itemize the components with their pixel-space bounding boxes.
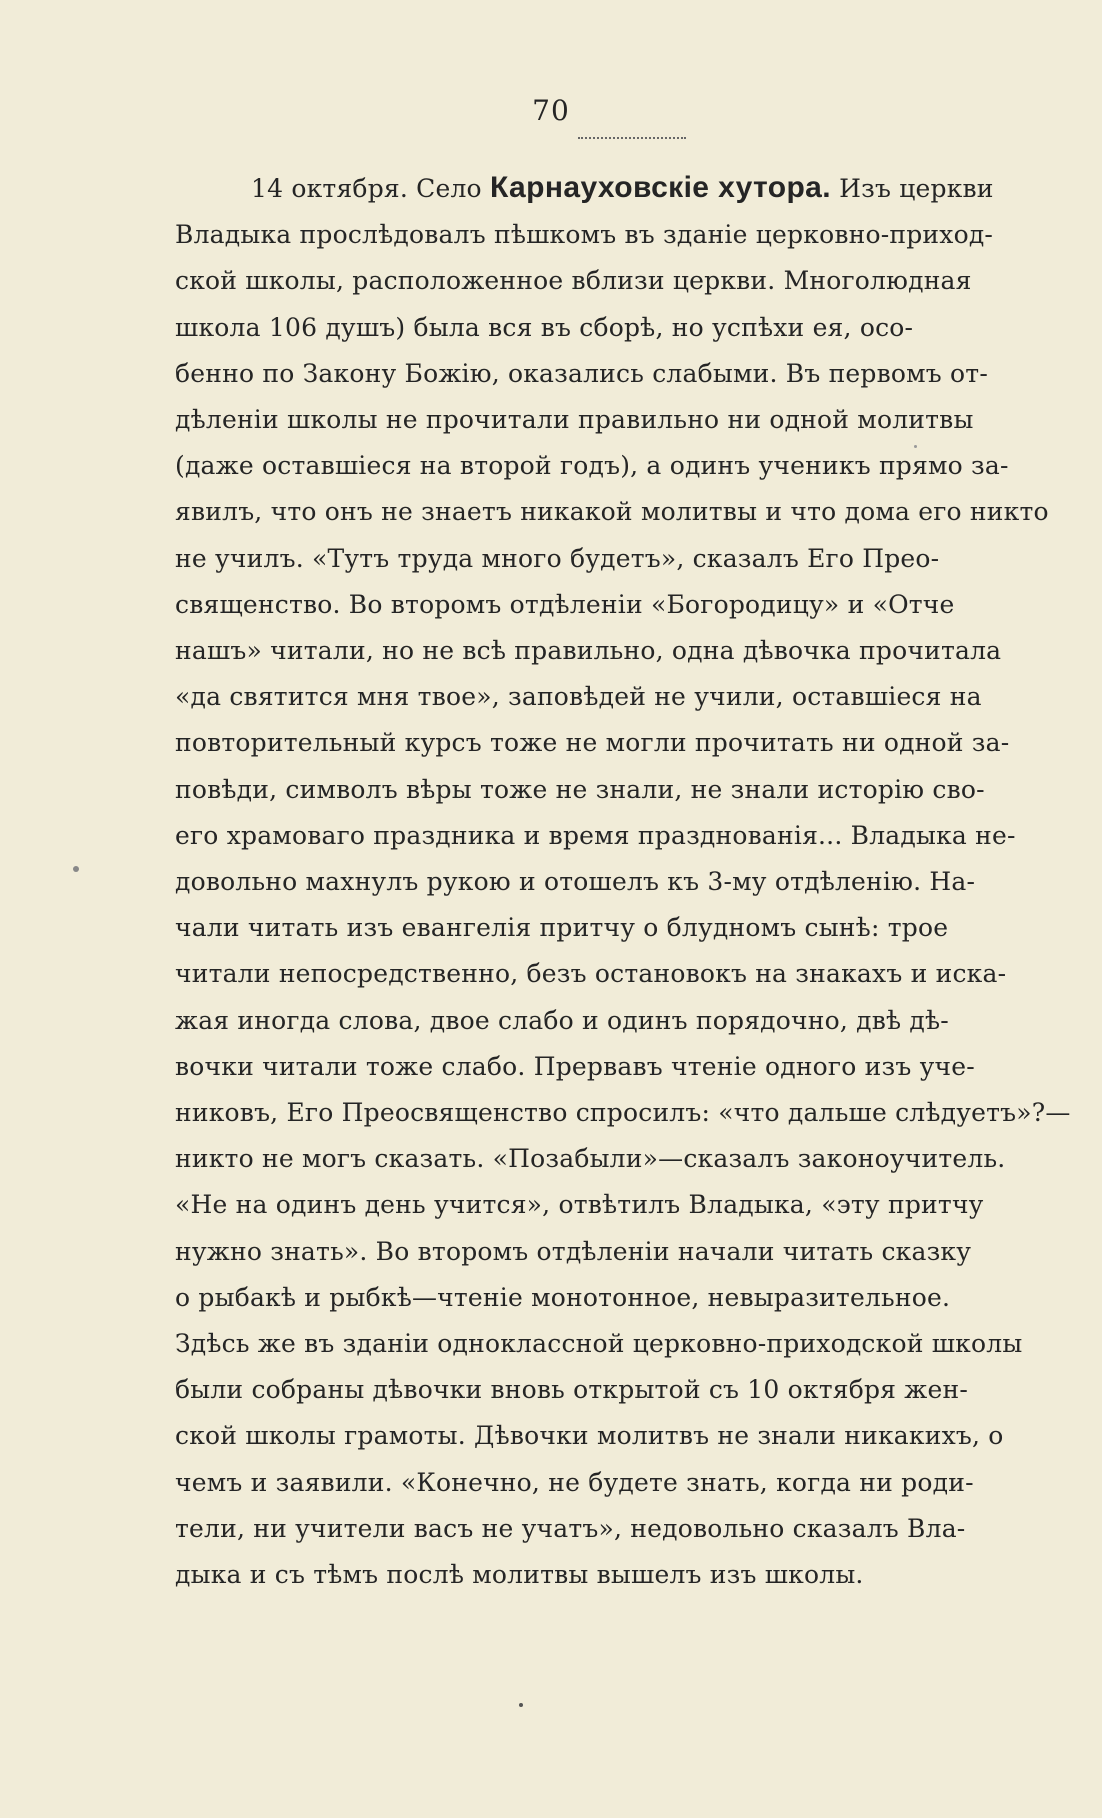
text-line: явилъ, что онъ не знаетъ никакой молитвы и что дома его никто: [175, 497, 1049, 527]
paper-speck: [519, 1703, 523, 1707]
text-line: никто не могъ сказать. «Позабыли»—сказалъ законоучитель.: [175, 1144, 1006, 1174]
text-line: «да святится мня твое», заповѣдей не учили, оставшіеся на: [175, 682, 982, 712]
text-line: дѣленіи школы не прочитали правильно ни одной молитвы: [175, 405, 974, 435]
paper-speck: [73, 866, 79, 872]
text-line: жая иногда слова, двое слабо и одинъ порядочно, двѣ дѣ-: [175, 1005, 949, 1035]
text-line: чали читать изъ евангелія притчу о блудномъ сынѣ: трое: [175, 913, 949, 943]
text-line: [175, 165, 1055, 212]
text-line: о рыбакѣ и рыбкѣ—чтеніе монотонное, невыразительное.: [175, 1282, 951, 1312]
text-line: бенно по Закону Божію, оказались слабыми. Въ первомъ от-: [175, 358, 988, 388]
text-line: его храмоваго праздника и время празднованія... Владыка не-: [175, 820, 1016, 850]
text-line: ской школы, расположенное вблизи церкви. Многолюдная: [175, 266, 972, 296]
text-line: не училъ. «Тутъ труда много будетъ», сказалъ Его Прео-: [175, 543, 940, 573]
text-line: были собраны дѣвочки вновь открытой съ 10 октября жен-: [175, 1375, 969, 1405]
page-number-rule: [578, 137, 686, 139]
text-line: довольно махнулъ рукою и отошелъ къ 3-му отдѣленію. На-: [175, 867, 976, 897]
entry-date: 14 октября. Село: [251, 174, 490, 203]
text-line-tail: Изъ церкви: [831, 174, 994, 203]
page-number: 70: [532, 94, 570, 127]
paper-speck: [914, 445, 917, 448]
text-line: «Не на одинъ день учится», отвѣтилъ Владыка, «эту притчу: [175, 1190, 984, 1220]
text-line: нашъ» читали, но не всѣ правильно, одна дѣвочка прочитала: [175, 636, 1002, 666]
text-line: читали непосредственно, безъ остановокъ на знакахъ и иска-: [175, 959, 1007, 989]
text-line: тели, ни учители васъ не учатъ», недовольно сказалъ Вла-: [175, 1513, 966, 1543]
text-line: нужно знать». Во второмъ отдѣленіи начали читать сказку: [175, 1236, 972, 1266]
text-line: повторительный курсъ тоже не могли прочитать ни одной за-: [175, 728, 1010, 758]
place-name: Карнауховскіе хутора.: [489, 171, 831, 204]
text-line: чемъ и заявили. «Конечно, не будете знать, когда ни роди-: [175, 1467, 974, 1497]
text-line: Владыка прослѣдовалъ пѣшкомъ въ зданіе церковно-приход-: [175, 220, 994, 250]
text-line: вочки читали тоже слабо. Прервавъ чтеніе одного изъ уче-: [175, 1051, 975, 1081]
text-line: школа 106 душъ) была вся въ сборѣ, но успѣхи ея, осо-: [175, 312, 914, 342]
text-line: повѣди, символъ вѣры тоже не знали, не знали исторію сво-: [175, 774, 985, 804]
diary-entry-text: [175, 165, 1071, 1598]
text-line: (даже оставшіеся на второй годъ), а одинъ ученикъ прямо за-: [175, 451, 1009, 481]
text-line: священство. Во второмъ отдѣленіи «Богородицу» и «Отче: [175, 589, 955, 619]
text-line: дыка и съ тѣмъ послѣ молитвы вышелъ изъ школы.: [175, 1560, 864, 1590]
text-line: Здѣсь же въ зданіи одноклассной церковно-приходской школы: [175, 1329, 1023, 1359]
text-line: никовъ, Его Преосвященство спросилъ: «что дальше слѣдуетъ»?—: [175, 1098, 1071, 1128]
text-line: ской школы грамоты. Дѣвочки молитвъ не знали никакихъ, о: [175, 1421, 1004, 1451]
